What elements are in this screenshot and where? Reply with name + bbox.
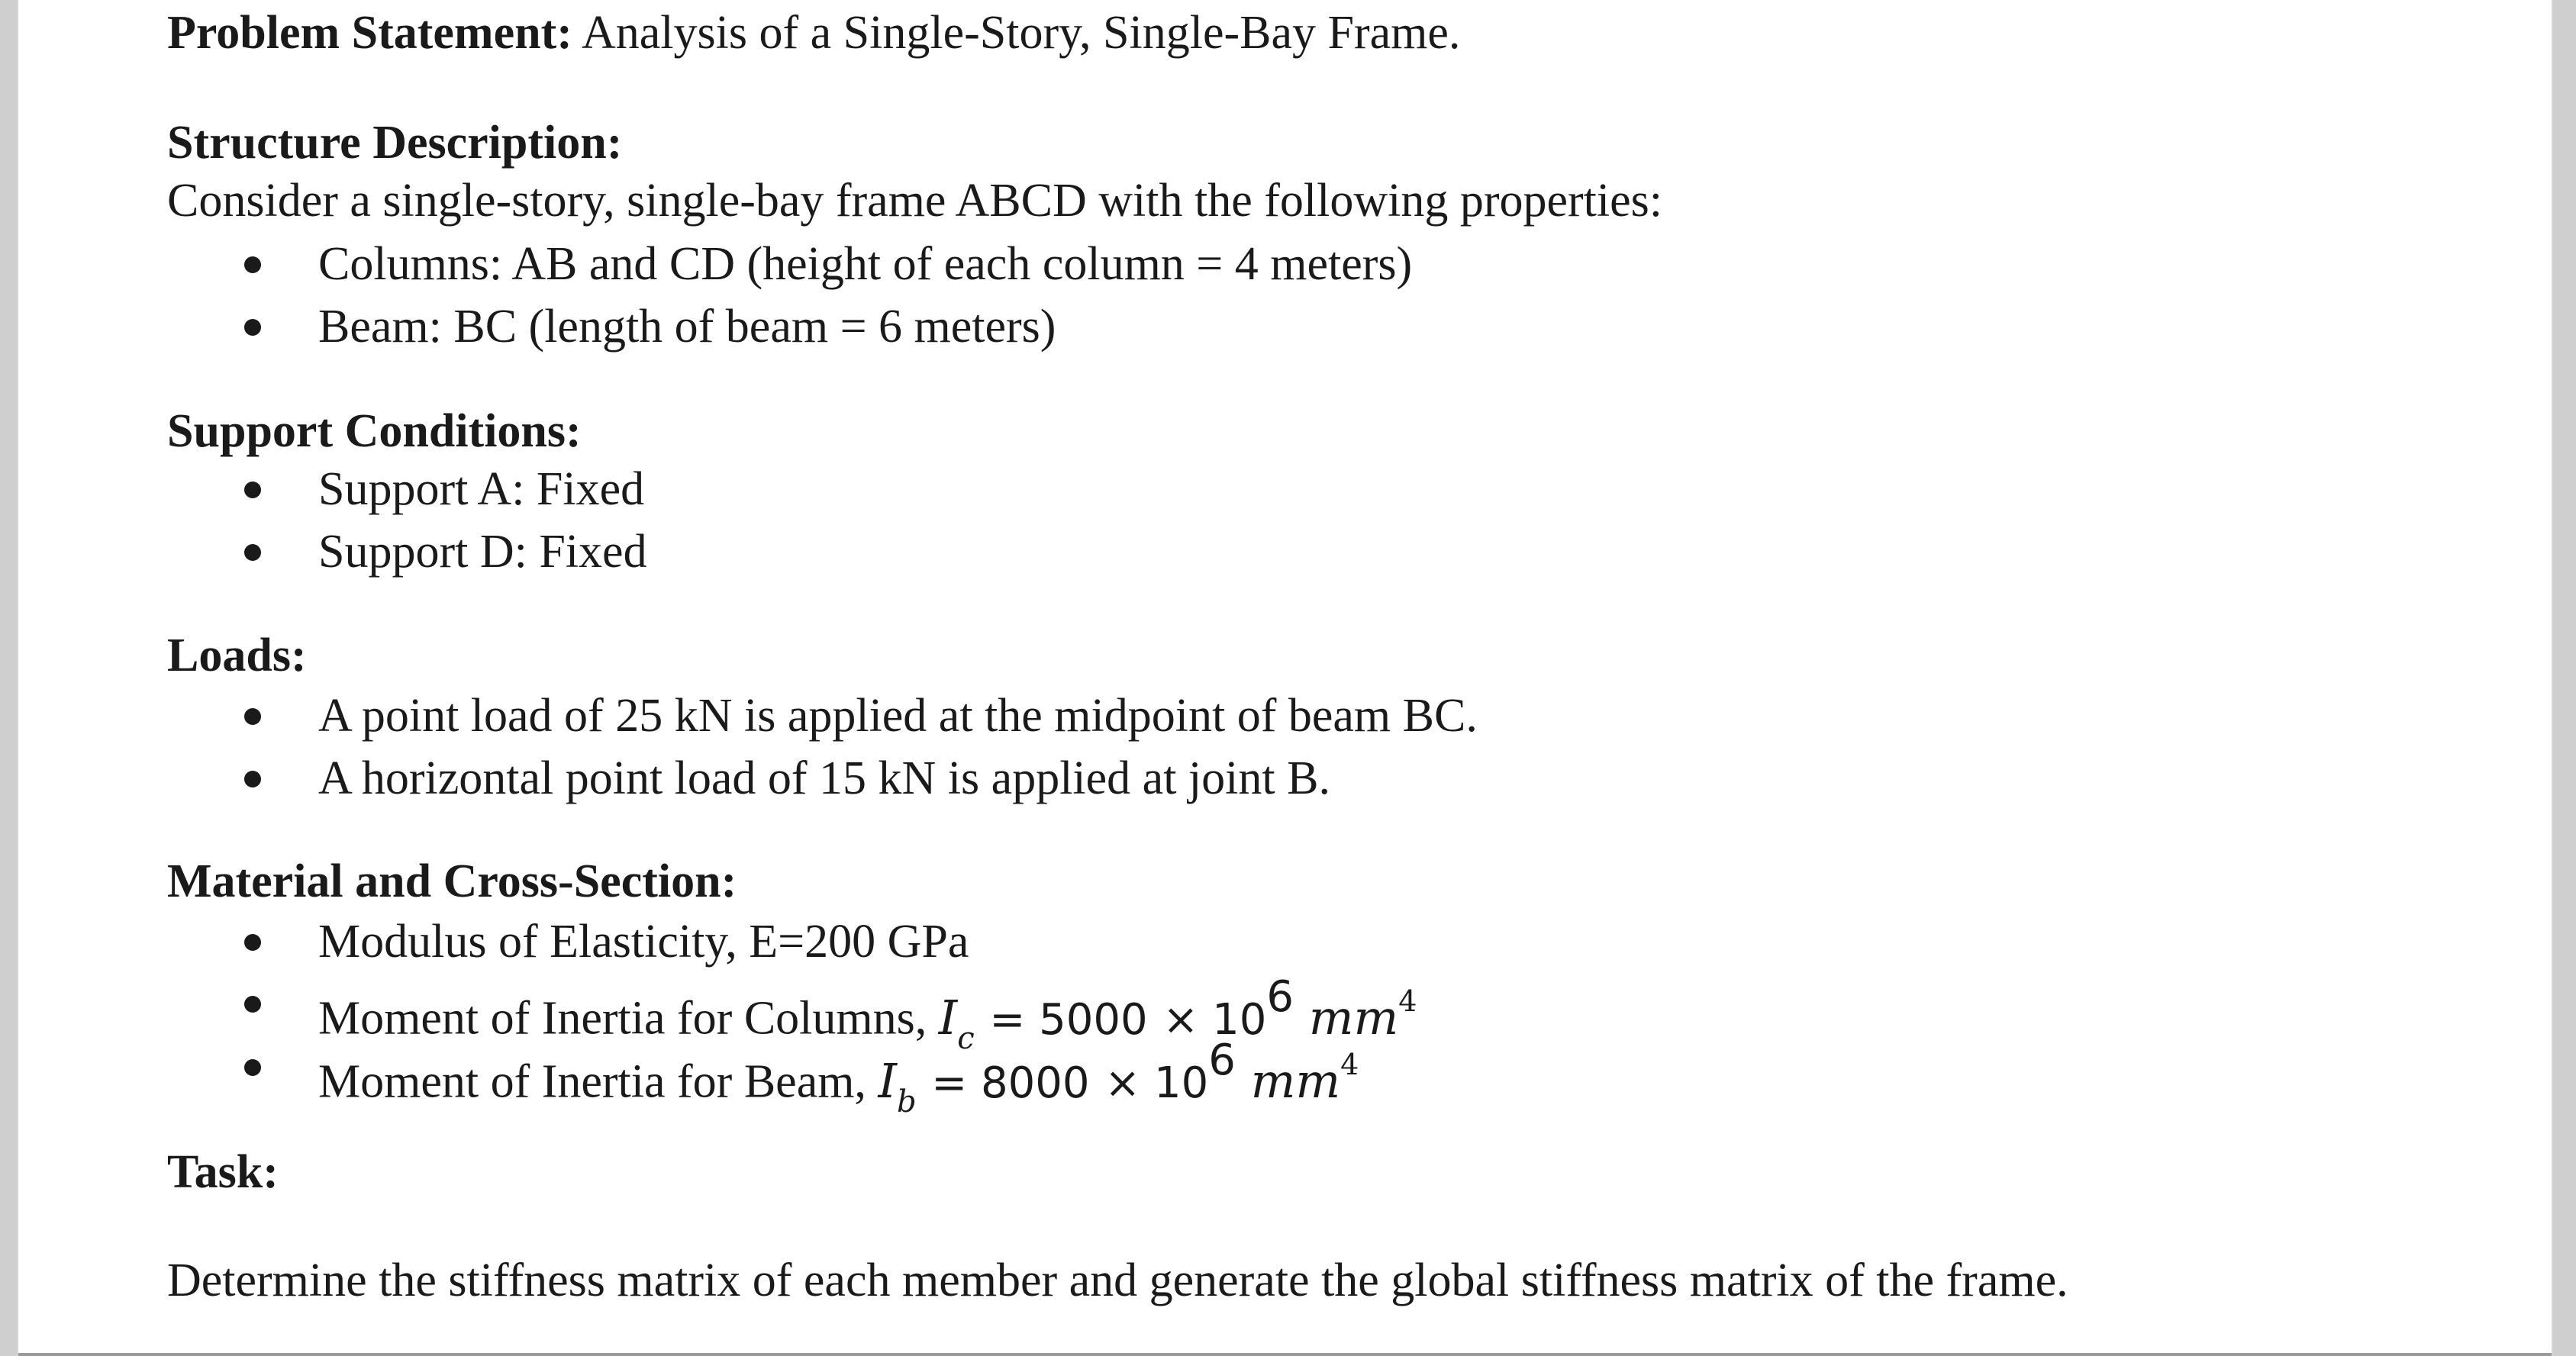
- bullet-icon: [244, 708, 261, 725]
- bullet-icon: [244, 996, 261, 1013]
- column-inertia-exponent: 6: [1266, 972, 1294, 1022]
- bullet-icon: [244, 1059, 261, 1076]
- list-item-text: Support D: Fixed: [318, 526, 647, 578]
- bullet-icon: [244, 771, 261, 788]
- column-inertia-unit: mm: [1308, 989, 1399, 1045]
- beam-inertia-text: [318, 1036, 1359, 1129]
- task-heading: Task:: [167, 1146, 279, 1198]
- list-item-text: Beam: BC (length of beam = 6 meters): [318, 301, 1056, 353]
- column-inertia-symbol: I: [938, 989, 958, 1045]
- document-page: [17, 0, 2553, 1356]
- beam-inertia-subscript: b: [896, 1084, 917, 1120]
- page-bottom-edge: [18, 1353, 2552, 1356]
- column-inertia-unit-exponent: 4: [1398, 984, 1417, 1018]
- column-inertia-value: = 5000: [989, 994, 1148, 1045]
- beam-inertia-exponent: 6: [1208, 1036, 1236, 1085]
- beam-inertia-value: = 8000: [931, 1058, 1090, 1108]
- bullet-icon: [244, 256, 261, 273]
- problem-statement-text: Analysis of a Single-Story, Single-Bay Frame.: [581, 7, 1461, 59]
- task-text: Determine the stiffness matrix of each member and generate the global stiffness matrix of the frame.: [167, 1255, 2068, 1306]
- list-item-text: Columns: AB and CD (height of each column = 4 meters): [318, 238, 1413, 290]
- material-heading: Material and Cross-Section:: [167, 855, 737, 907]
- problem-statement-label: Problem Statement:: [167, 7, 572, 59]
- beam-inertia-unit: mm: [1250, 1052, 1341, 1109]
- beam-inertia-times: × 10: [1104, 1058, 1209, 1108]
- list-item-text: Modulus of Elasticity, E=200 GPa: [318, 916, 969, 968]
- column-inertia-label: Moment of Inertia for Columns,: [318, 992, 927, 1045]
- bullet-icon: [244, 934, 261, 951]
- list-item-text: A point load of 25 kN is applied at the midpoint of beam BC.: [318, 690, 1478, 742]
- bullet-icon: [244, 544, 261, 561]
- beam-inertia-unit-exponent: 4: [1340, 1048, 1359, 1081]
- list-item-text: Support A: Fixed: [318, 463, 645, 515]
- structure-heading: Structure Description:: [167, 117, 623, 169]
- supports-heading: Support Conditions:: [167, 405, 582, 457]
- loads-heading: Loads:: [167, 630, 307, 681]
- beam-inertia-formula: [878, 1036, 1359, 1120]
- bullet-icon: [244, 482, 261, 498]
- column-inertia-times: × 10: [1162, 994, 1267, 1045]
- beam-inertia-symbol: I: [878, 1052, 897, 1109]
- problem-statement: [167, 2, 1460, 64]
- bullet-icon: [244, 319, 261, 336]
- structure-intro: Consider a single-story, single-bay frame ABCD with the following properties:: [167, 175, 1662, 227]
- column-inertia-subscript: c: [957, 1021, 975, 1057]
- beam-inertia-label: Moment of Inertia for Beam,: [318, 1055, 866, 1108]
- list-item-text: A horizontal point load of 15 kN is applied at joint B.: [318, 752, 1330, 804]
